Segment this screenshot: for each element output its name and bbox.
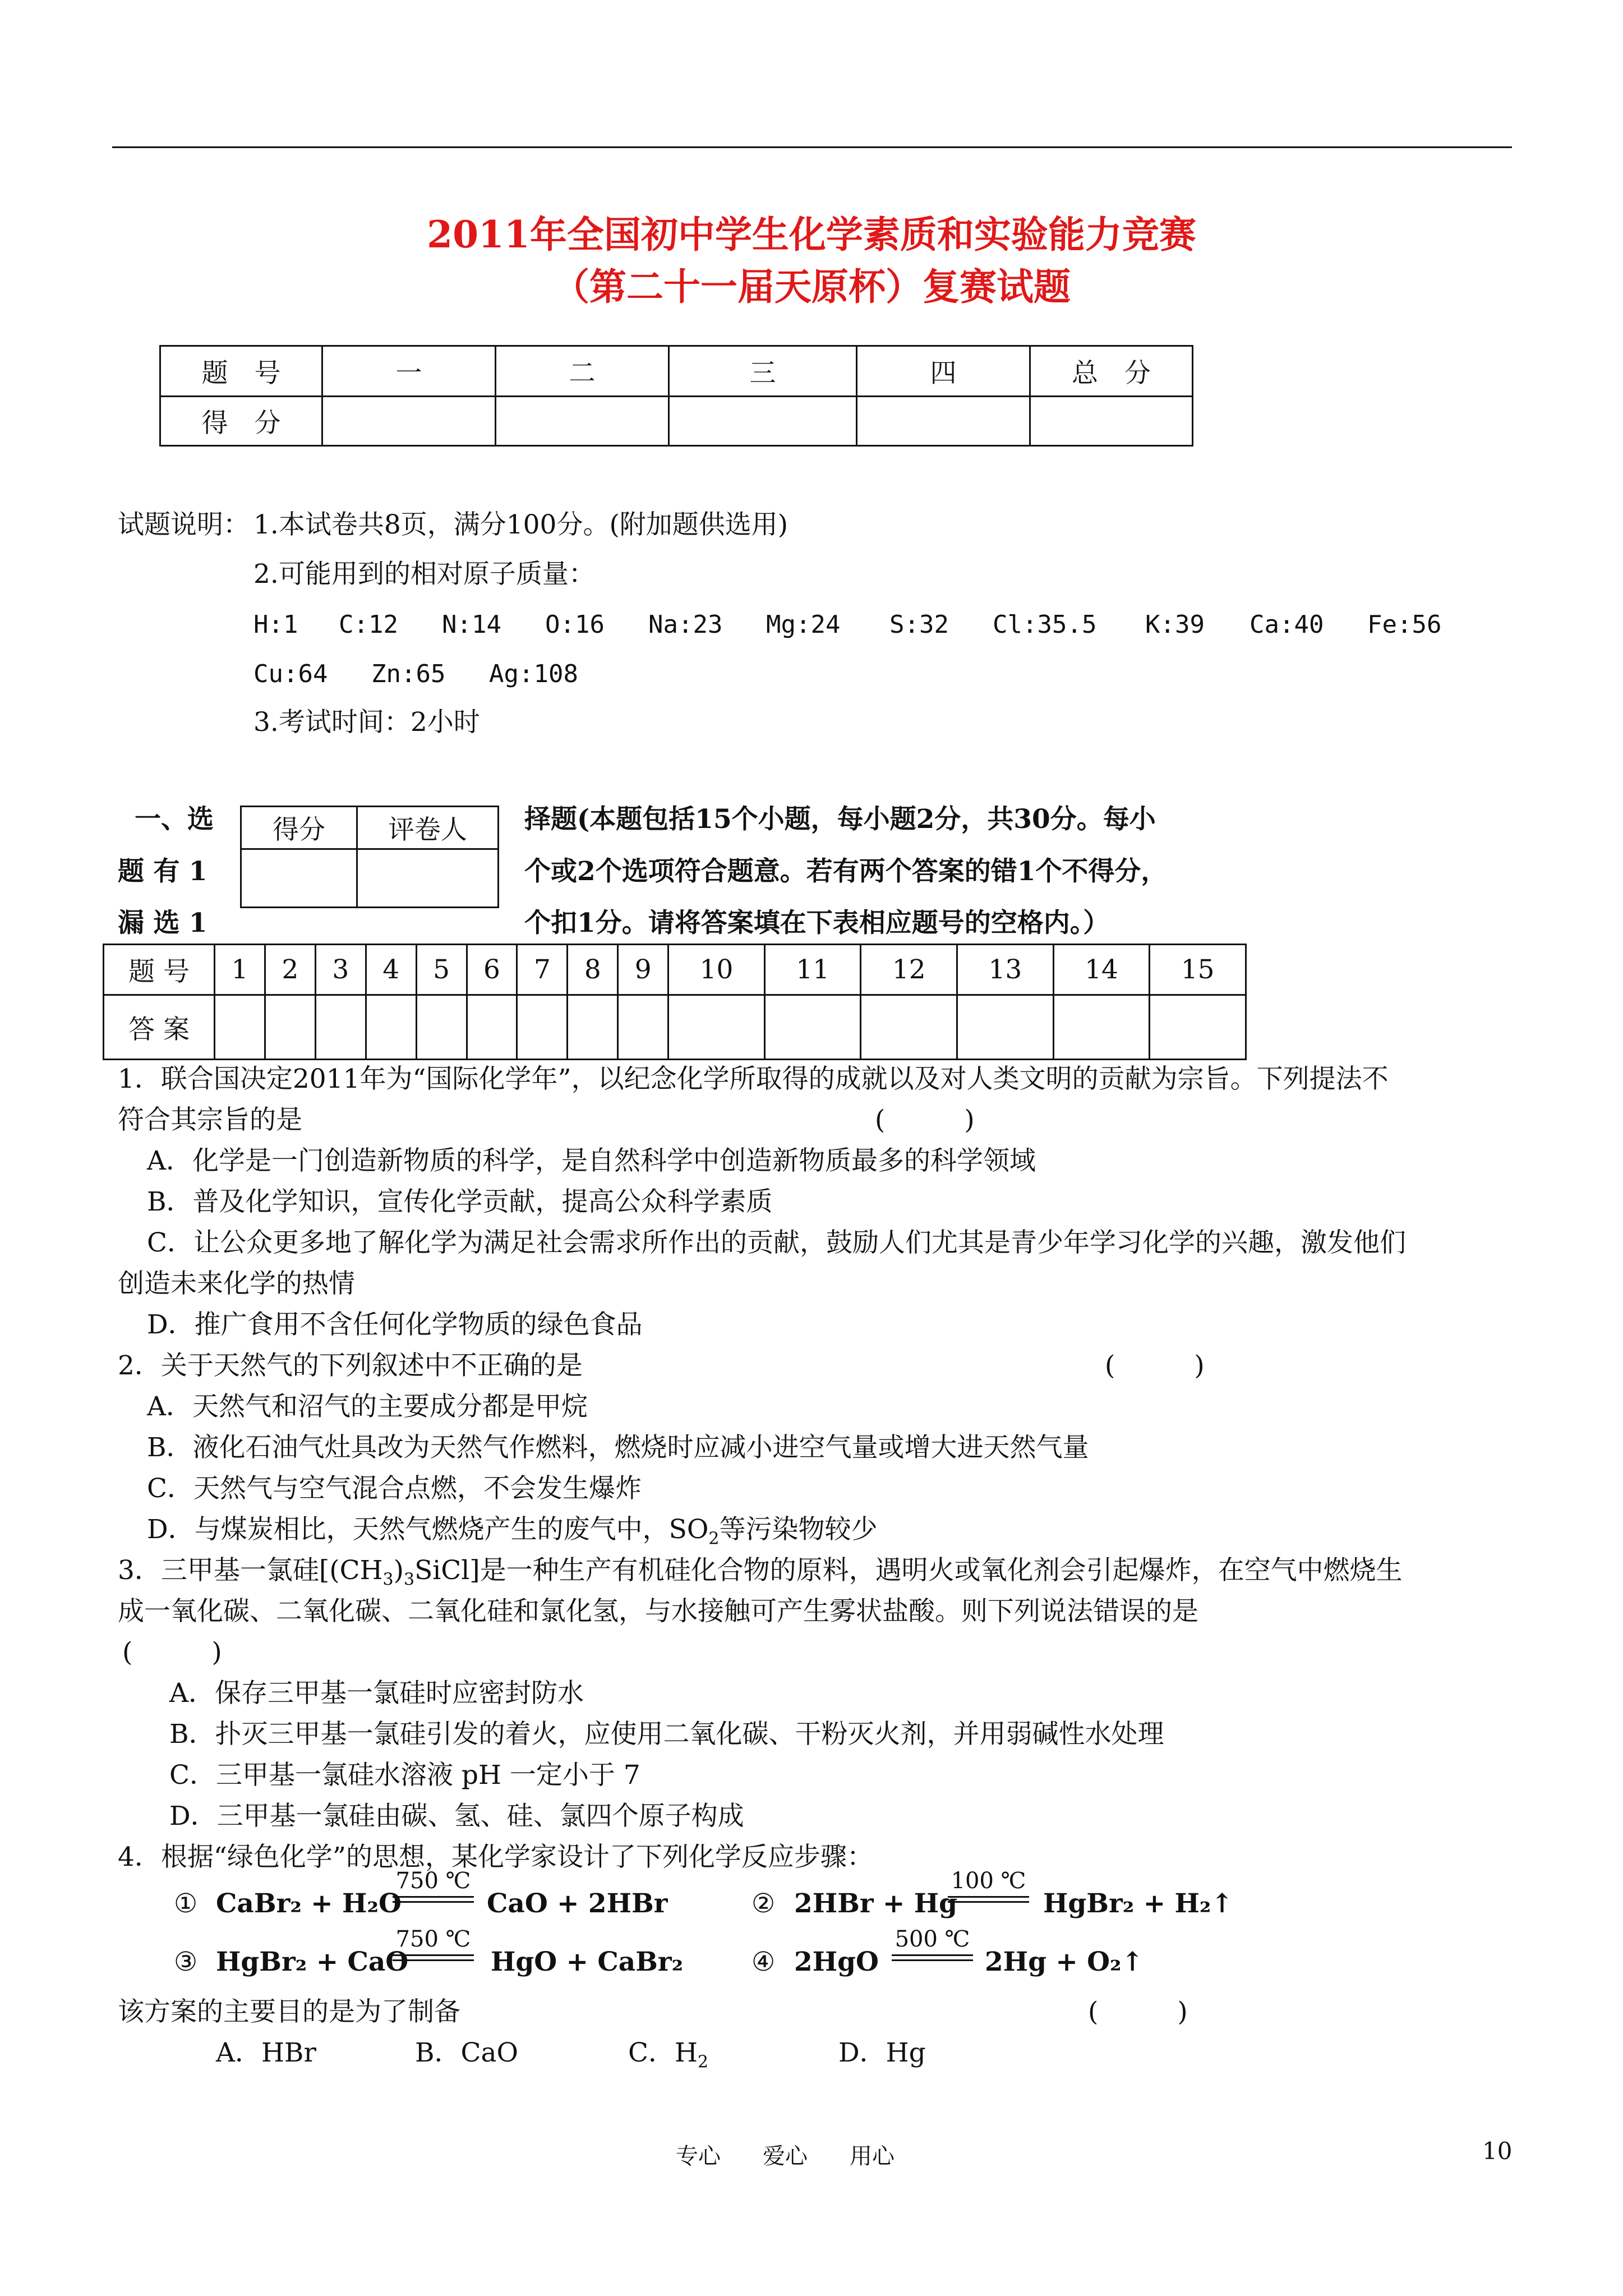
answer-number-cell: 7	[517, 945, 568, 995]
mass-item: Na:23	[648, 610, 723, 639]
q3-sub: 3	[403, 1570, 415, 1590]
reaction-1-temp: 750 ℃	[395, 1868, 471, 1894]
reaction-4-products: 2Hg + O₂↑	[985, 1947, 1144, 1977]
q4-answer-paren: ( )	[1088, 1996, 1188, 2027]
answer-number-cell: 11	[764, 945, 861, 995]
score-cell	[669, 397, 857, 446]
section1-text-l3: 个扣1分。请将答案填在下表相应题号的空格内。）	[524, 908, 1110, 938]
answer-number-cell: 4	[366, 945, 416, 995]
q3-option-b: B．扑灭三甲基一氯硅引发的着火，应使用二氧化碳、干粉灭火剂，并用弱碱性水处理	[169, 1719, 1164, 1750]
reaction-2-reactants: 2HBr + Hg	[794, 1888, 957, 1919]
q3-stem-pre: 3．三甲基一氯硅[(CH	[118, 1555, 383, 1586]
answer-cell[interactable]	[467, 995, 517, 1060]
answer-cell[interactable]	[315, 995, 366, 1060]
mass-item: Ag:108	[489, 660, 578, 688]
section1-text-l2: 个或2个选项符合题意。若有两个答案的错1个不得分，	[524, 856, 1168, 887]
answer-cell[interactable]	[1150, 995, 1246, 1060]
grader-box	[240, 806, 499, 908]
answer-cell[interactable]	[668, 995, 765, 1060]
mass-item: S:32	[889, 610, 949, 639]
note-1: 1.本试卷共8页，满分100分。(附加题供选用)	[253, 509, 789, 540]
score-table	[159, 345, 1193, 447]
footer-motto-item: 爱心	[763, 2143, 808, 2169]
reaction-1-reactants: CaBr₂ + H₂O	[216, 1888, 402, 1919]
q4-option-b: B．CaO	[415, 2037, 519, 2068]
answer-cell[interactable]	[568, 995, 618, 1060]
answer-number-cell: 3	[315, 945, 366, 995]
q1-option-b: B．普及化学知识，宣传化学贡献，提高公众科学素质	[147, 1186, 773, 1217]
equals-sign	[892, 1954, 973, 1961]
answer-cell[interactable]	[618, 995, 668, 1060]
answer-cell[interactable]	[215, 995, 265, 1060]
q3-stem-mid: )	[393, 1555, 404, 1586]
answer-cell[interactable]	[416, 995, 467, 1060]
footer-motto-item: 用心	[850, 2143, 895, 2169]
answer-cell[interactable]	[517, 995, 568, 1060]
q1-option-c-l1: C．让公众更多地了解化学为满足社会需求所作出的贡献，鼓励人们尤其是青少年学习化学的兴趣，激发他们	[147, 1227, 1406, 1258]
answer-number-cell: 12	[861, 945, 957, 995]
mass-item: N:14	[442, 610, 501, 639]
mass-item: K:39	[1145, 610, 1205, 639]
footer-motto-item: 专心	[676, 2143, 721, 2169]
q3-option-d: D．三甲基一氯硅由碳、氢、硅、氯四个原子构成	[169, 1801, 744, 1832]
mass-item: C:12	[339, 610, 398, 639]
reaction-1-number: ①	[174, 1888, 198, 1919]
score-header-cell: 总 分	[1030, 346, 1193, 397]
score-cell	[322, 397, 496, 446]
section1-left-l1: 一、选	[135, 804, 214, 835]
answer-number-cell: 15	[1150, 945, 1246, 995]
q2-answer-paren: ( )	[1105, 1350, 1205, 1381]
score-header-cell: 三	[669, 346, 857, 397]
reaction-4-number: ④	[751, 1947, 776, 1977]
reaction-1-condition	[393, 1868, 474, 1903]
q4-option-c-text: C．H	[628, 2037, 698, 2068]
score-cell	[857, 397, 1030, 446]
answer-cell[interactable]	[1053, 995, 1150, 1060]
reaction-3-condition	[393, 1926, 474, 1961]
answer-number-cell: 9	[618, 945, 668, 995]
equals-sign	[948, 1896, 1029, 1903]
q1-option-a: A．化学是一门创造新物质的科学，是自然科学中创造新物质最多的科学领域	[147, 1145, 1036, 1176]
equals-sign	[393, 1896, 474, 1903]
equals-sign	[393, 1954, 474, 1961]
q2-option-b: B．液化石油气灶具改为天然气作燃料，燃烧时应减小进空气量或增大进天然气量	[147, 1432, 1089, 1463]
q1-option-c-l2: 创造未来化学的热情	[118, 1268, 355, 1299]
q3-option-a: A．保存三甲基一氯硅时应密封防水	[169, 1678, 584, 1709]
notes-label: 试题说明：	[118, 509, 250, 540]
q2-option-a: A．天然气和沼气的主要成分都是甲烷	[147, 1391, 588, 1422]
q3-stem-post: SiCl]是一种生产有机硅化合物的原料，遇明火或氧化剂会引起爆炸，在空气中燃烧生	[414, 1555, 1403, 1586]
q3-option-c: C．三甲基一氯硅水溶液 pH 一定小于 7	[169, 1760, 640, 1791]
q4-purpose: 该方案的主要目的是为了制备	[118, 1996, 460, 2027]
mass-item: Zn:65	[371, 660, 446, 688]
score-header-cell: 题 号	[160, 346, 322, 397]
q2-option-d-text-post: 等污染物较少	[719, 1514, 878, 1545]
score-cell	[496, 397, 669, 446]
answer-number-cell: 5	[416, 945, 467, 995]
answer-number-cell: 6	[467, 945, 517, 995]
answer-cell[interactable]	[861, 995, 957, 1060]
mass-item: O:16	[545, 610, 605, 639]
q4-option-a: A．HBr	[216, 2037, 316, 2068]
reaction-4-reactants: 2HgO	[794, 1947, 879, 1977]
answer-number-cell: 13	[957, 945, 1054, 995]
answer-cell[interactable]	[366, 995, 416, 1060]
mass-item: Cl:35.5	[993, 610, 1097, 639]
reaction-2-temp: 100 ℃	[951, 1868, 1026, 1894]
grader-name-label: 评卷人	[357, 807, 499, 849]
reaction-3-products: HgO + CaBr₂	[491, 1947, 684, 1977]
section1-left-l3: 漏 选 1	[118, 908, 208, 938]
answer-row-label: 题 号	[104, 945, 215, 995]
score-row-label: 得 分	[160, 397, 322, 446]
q2-option-c: C．天然气与空气混合点燃，不会发生爆炸	[147, 1473, 642, 1504]
grader-name-cell	[357, 849, 499, 908]
answer-number-cell: 14	[1053, 945, 1150, 995]
reaction-3-temp: 750 ℃	[395, 1926, 471, 1952]
q4-stem: 4．根据“绿色化学”的思想，某化学家设计了下列化学反应步骤：	[118, 1842, 873, 1872]
answer-number-cell: 10	[668, 945, 765, 995]
q2-option-d	[147, 1516, 878, 1547]
answer-number-cell: 2	[265, 945, 315, 995]
mass-item: Mg:24	[766, 610, 841, 639]
grader-score-cell	[241, 849, 357, 908]
mass-item: Ca:40	[1249, 610, 1324, 639]
answer-number-cell: 1	[215, 945, 265, 995]
q1-option-d: D．推广食用不含任何化学物质的绿色食品	[147, 1309, 643, 1340]
mass-item: Cu:64	[253, 660, 328, 688]
score-header-cell: 二	[496, 346, 669, 397]
reaction-1-products: CaO + 2HBr	[487, 1888, 668, 1919]
q2-option-d-sub: 2	[708, 1529, 720, 1549]
q3-sub: 3	[382, 1570, 394, 1590]
q3-answer-paren: ( )	[122, 1637, 222, 1668]
mass-item: Fe:56	[1367, 610, 1442, 639]
score-header-cell: 四	[857, 346, 1030, 397]
reaction-2-number: ②	[751, 1888, 776, 1919]
page-subtitle: （第二十一届天原杯）复赛试题	[552, 265, 1071, 309]
reaction-3-reactants: HgBr₂ + CaO	[216, 1947, 409, 1977]
reaction-4-condition	[892, 1926, 973, 1961]
q2-stem: 2．关于天然气的下列叙述中不正确的是	[118, 1350, 583, 1381]
page-title: 2011年全国初中学生化学素质和实验能力竞赛	[427, 213, 1196, 256]
reaction-4-temp: 500 ℃	[895, 1926, 970, 1952]
answer-cell[interactable]	[265, 995, 315, 1060]
note-3: 3.考试时间：2小时	[253, 707, 480, 738]
reaction-3-number: ③	[174, 1947, 198, 1977]
q1-stem-l2: 符合其宗旨的是	[118, 1105, 302, 1135]
answer-number-cell: 8	[568, 945, 618, 995]
q4-option-d: D．Hg	[838, 2037, 926, 2068]
q1-answer-paren: ( )	[875, 1105, 975, 1135]
answer-cell[interactable]	[764, 995, 861, 1060]
note-2: 2.可能用到的相对原子质量：	[253, 559, 595, 590]
q4-option-c	[628, 2037, 709, 2072]
header-rule	[112, 146, 1512, 148]
section1-text-l1: 择题(本题包括15个小题，每小题2分，共30分。每小	[524, 804, 1156, 835]
section1-left-l2: 题 有 1	[118, 856, 208, 887]
reaction-2-condition	[948, 1868, 1029, 1903]
mass-item: H:1	[253, 610, 298, 639]
answer-row-label: 答 案	[104, 995, 215, 1060]
q3-stem-l2: 成一氧化碳、二氧化碳、二氧化硅和氯化氢，与水接触可产生雾状盐酸。则下列说法错误的是	[118, 1596, 1198, 1627]
score-header-cell: 一	[322, 346, 496, 397]
score-cell	[1030, 397, 1193, 446]
answer-table	[103, 944, 1247, 1060]
q2-option-d-text: D．与煤炭相比，天然气燃烧产生的废气中，SO	[147, 1514, 709, 1545]
grader-score-label: 得分	[241, 807, 357, 849]
q3-stem-l1	[118, 1557, 1403, 1588]
q1-stem-l1: 1．联合国决定2011年为“国际化学年”，以纪念化学所取得的成就以及对人类文明的贡献为宗旨。下列提法不	[118, 1064, 1389, 1094]
answer-cell[interactable]	[957, 995, 1054, 1060]
reaction-2-products: HgBr₂ + H₂↑	[1043, 1888, 1233, 1919]
q4-option-c-sub: 2	[697, 2052, 709, 2072]
page-number: 10	[1482, 2137, 1513, 2165]
